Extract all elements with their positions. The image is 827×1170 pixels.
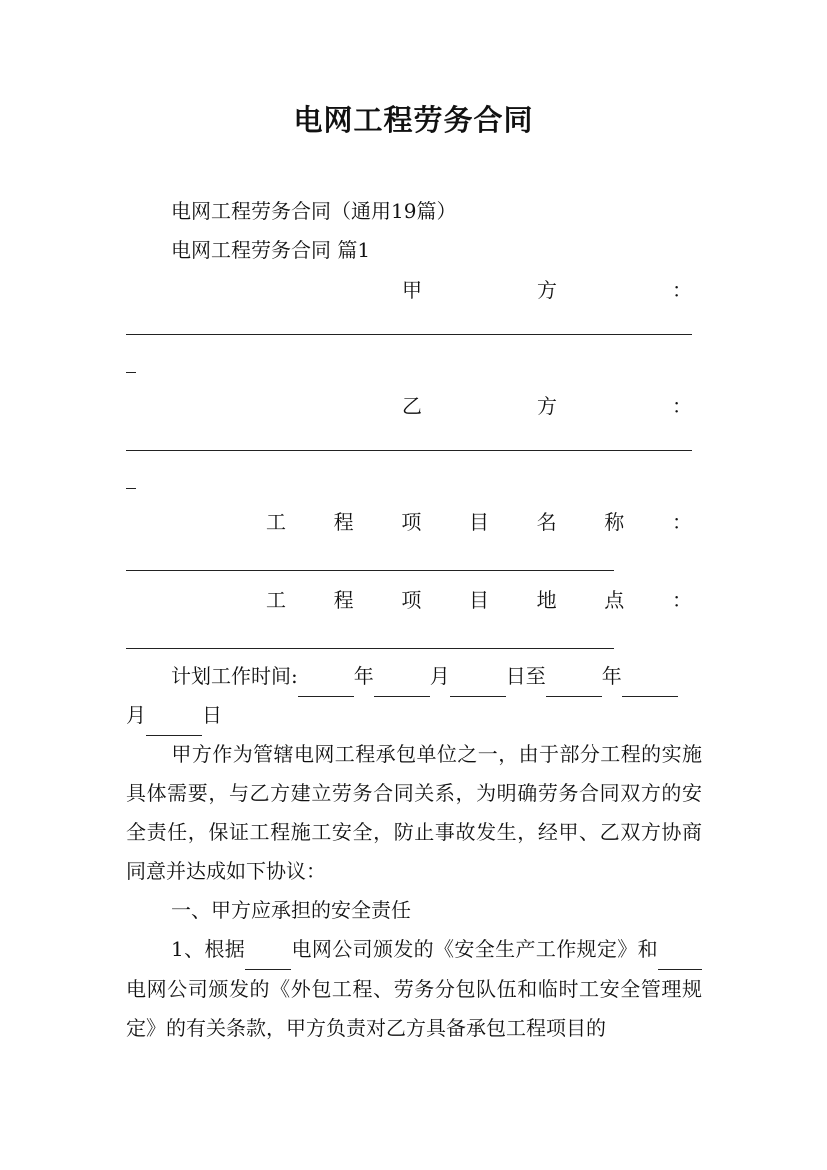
document-title: 电网工程劳务合同 bbox=[293, 103, 534, 137]
document-subtitle: 电网工程劳务合同（通用19篇） bbox=[171, 199, 457, 223]
chapter-heading: 电网工程劳务合同 篇1 bbox=[171, 238, 371, 262]
project-name-char: 工 bbox=[266, 510, 286, 534]
project-name-char: 程 bbox=[333, 510, 354, 534]
day-to-label: 日至 bbox=[505, 664, 546, 688]
clause-1-text-b: 电网公司颁发的《安全生产工作规定》和 bbox=[291, 937, 658, 961]
clause-1-text-a: 1、根据 bbox=[171, 937, 246, 961]
end-year-blank bbox=[546, 657, 602, 697]
project-site-char: 点 bbox=[604, 588, 625, 612]
year-label: 年 bbox=[353, 664, 374, 688]
project-site-char: 地 bbox=[536, 588, 557, 612]
end-month-blank bbox=[622, 657, 678, 697]
party-b-char: 乙 bbox=[402, 394, 422, 418]
start-year-blank bbox=[298, 657, 354, 697]
project-name-colon: ： bbox=[671, 510, 692, 534]
party-a-char: 方 bbox=[537, 278, 557, 302]
project-name-blank bbox=[126, 570, 614, 571]
party-a-blank bbox=[126, 334, 692, 335]
party-b-char: 方 bbox=[537, 394, 557, 418]
party-a-colon: ： bbox=[672, 278, 692, 302]
project-site-char: 目 bbox=[468, 588, 489, 612]
project-site-colon: ： bbox=[671, 588, 692, 612]
party-b-colon: ： bbox=[672, 394, 692, 418]
project-site-char: 程 bbox=[333, 588, 354, 612]
project-name-char: 称 bbox=[604, 510, 625, 534]
schedule-label: 计划工作时间: bbox=[171, 664, 298, 688]
schedule-line-2 bbox=[126, 696, 702, 736]
clause-1 bbox=[126, 930, 702, 1048]
start-month-blank bbox=[374, 657, 430, 697]
intro-text: 甲方作为管辖电网工程承包单位之一，由于部分工程的实施具体需要，与乙方建立劳务合同关系，为明确劳务合同双方的安全责任，保证工程施工安全，防止事故发生，经甲、乙双方协商同意并达成如下协议： bbox=[126, 742, 702, 883]
party-a-char: 甲 bbox=[402, 278, 422, 302]
month-label: 月 bbox=[126, 703, 146, 727]
party-b-blank-end bbox=[126, 488, 136, 489]
month-label: 月 bbox=[429, 664, 450, 688]
intro-paragraph bbox=[126, 735, 702, 891]
project-name-label bbox=[266, 503, 692, 542]
company-blank-1 bbox=[245, 930, 291, 970]
project-site-blank bbox=[126, 648, 614, 649]
project-name-char: 目 bbox=[468, 510, 489, 534]
end-day-blank bbox=[146, 696, 202, 736]
project-name-char: 项 bbox=[401, 510, 422, 534]
section-heading-1: 一、甲方应承担的安全责任 bbox=[171, 898, 411, 922]
party-a-label bbox=[402, 271, 692, 310]
project-site-char: 工 bbox=[266, 588, 286, 612]
party-a-blank-end bbox=[126, 372, 136, 373]
project-name-char: 名 bbox=[536, 510, 557, 534]
schedule-line bbox=[171, 657, 711, 697]
start-day-blank bbox=[450, 657, 506, 697]
party-b-blank bbox=[126, 450, 692, 451]
year-label: 年 bbox=[601, 664, 622, 688]
clause-1-text-c: 电网公司颁发的《外包工程、劳务分包队伍和临时工安全管理规定》的有关条款，甲方负责对乙方具备承包工程项目的 bbox=[126, 977, 702, 1040]
party-b-label bbox=[402, 387, 692, 426]
project-site-label bbox=[266, 581, 692, 620]
company-blank-2 bbox=[658, 930, 702, 970]
day-label: 日 bbox=[202, 703, 222, 727]
project-site-char: 项 bbox=[401, 588, 422, 612]
